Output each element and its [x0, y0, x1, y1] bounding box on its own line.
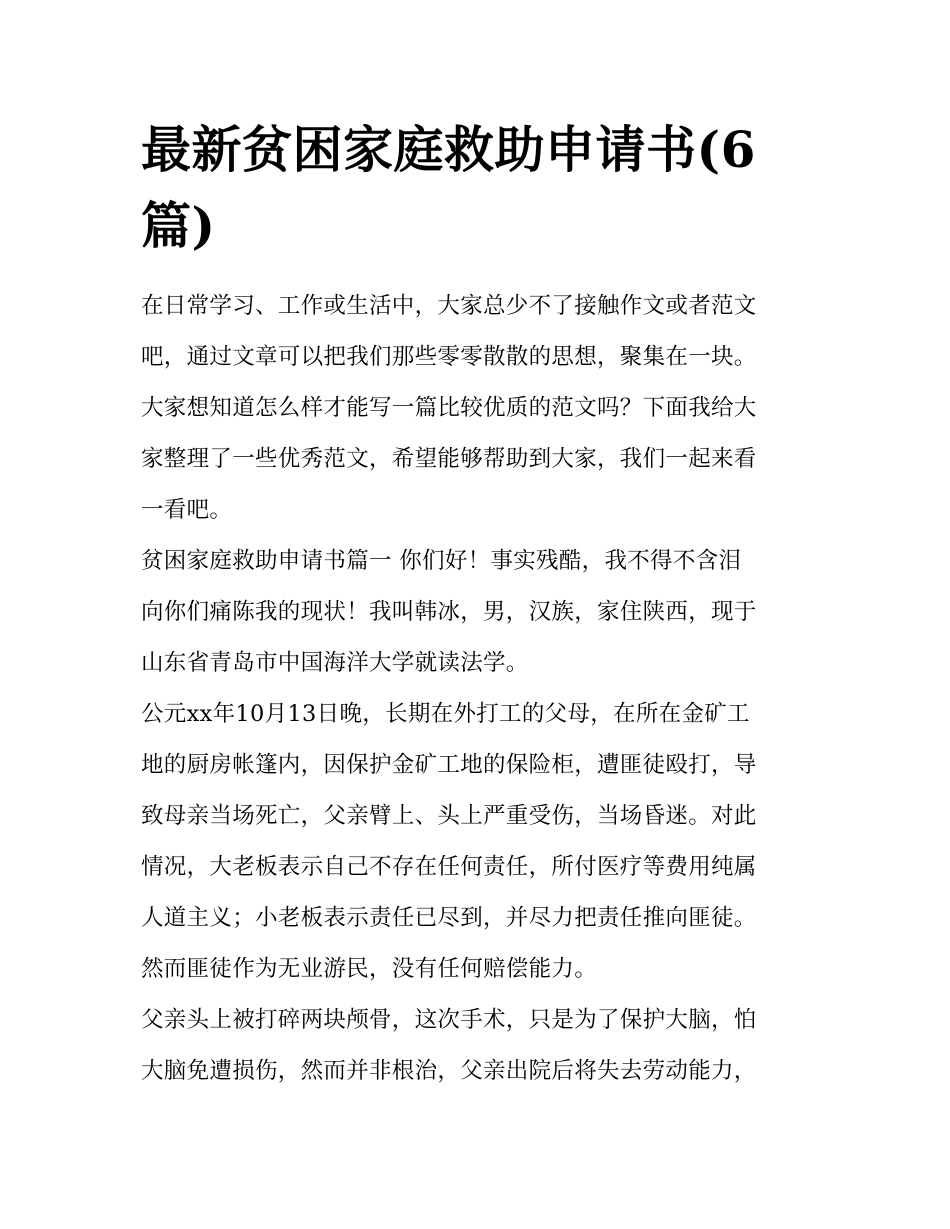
text-line: 公元xx年10月13日晚，长期在外打工的父母，在所在金矿工	[141, 701, 750, 727]
document-body	[141, 281, 813, 1097]
text-line: 父亲头上被打碎两块颅骨，这次手术，只是为了保护大脑，怕	[141, 1007, 757, 1033]
text-line: 一看吧。	[141, 497, 233, 523]
text-line: 情况，大老板表示自己不存在任何责任，所付医疗等费用纯属	[141, 854, 757, 880]
text-line: 在日常学习、工作或生活中，大家总少不了接触作文或者范文	[141, 293, 757, 319]
text-line: 然而匪徒作为无业游民，没有任何赔偿能力。	[141, 956, 598, 982]
text-line: 地的厨房帐篷内，因保护金矿工地的保险柜，遭匪徒殴打，导	[141, 752, 757, 778]
paragraph-father-condition	[141, 995, 813, 1097]
text-line: 致母亲当场死亡，父亲臂上、头上严重受伤，当场昏迷。对此	[141, 803, 757, 829]
paragraph-intro	[141, 281, 813, 536]
title-line: 最新贫困家庭救助申请书(6	[141, 120, 756, 179]
title-line: 篇)	[141, 196, 216, 255]
text-line: 家整理了一些优秀范文，希望能够帮助到大家，我们一起来看	[141, 446, 757, 472]
text-line: 向你们痛陈我的现状！我叫韩冰，男，汉族，家住陕西，现于	[141, 599, 757, 625]
paragraph-incident	[141, 689, 813, 995]
text-line: 大脑免遭损伤，然而并非根治，父亲出院后将失去劳动能力，	[141, 1058, 757, 1084]
paragraph-letter-opening	[141, 536, 813, 689]
text-line: 贫困家庭救助申请书篇一 你们好！事实残酷，我不得不含泪	[141, 548, 742, 574]
document-title	[141, 112, 781, 264]
text-line: 大家想知道怎么样才能写一篇比较优质的范文吗？下面我给大	[141, 395, 757, 421]
text-line: 山东省青岛市中国海洋大学就读法学。	[141, 650, 529, 676]
text-line: 人道主义；小老板表示责任已尽到，并尽力把责任推向匪徒。	[141, 905, 757, 931]
text-line: 吧，通过文章可以把我们那些零零散散的思想，聚集在一块。	[141, 344, 757, 370]
